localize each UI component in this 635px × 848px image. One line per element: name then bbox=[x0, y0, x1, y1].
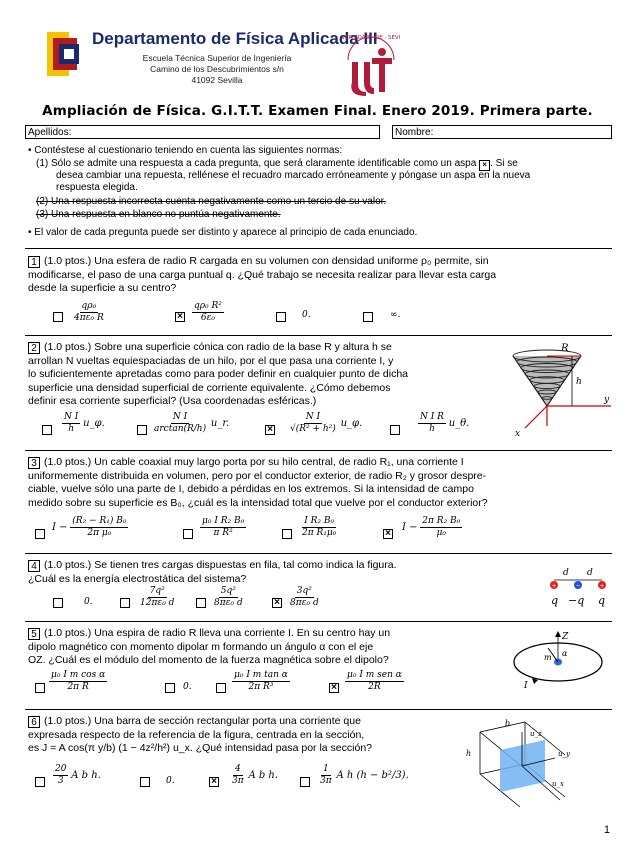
question-number: 1 bbox=[28, 256, 40, 268]
answer-option: ∞. bbox=[390, 310, 401, 320]
divider bbox=[25, 335, 612, 336]
figure-label-b: b bbox=[505, 719, 511, 728]
exam-title: Ampliación de Física. G.I.T.T. Examen Final. Enero 2019. Primera parte. bbox=[42, 103, 593, 119]
school-line: Camino de los Descubrimientos s/n bbox=[150, 64, 284, 74]
fraction-denominator: 8πε₀ d bbox=[290, 598, 319, 608]
question-number: 4 bbox=[28, 560, 40, 572]
fraction-numerator: 4 bbox=[234, 764, 241, 774]
option-suffix: A b h. bbox=[71, 770, 101, 782]
fraction-numerator: μ₀ I m sen α bbox=[347, 670, 402, 680]
question-text: ciable, vuelve sólo una parte de I, debido a pérdidas en los extremos. Si la intensidad de campo bbox=[28, 483, 474, 495]
question-text: es J = A cos(π y/b) (1 − 4z²/h²) u_x. ¿Qué intensidad pasa por la sección? bbox=[28, 742, 372, 754]
three-charges-figure bbox=[548, 566, 608, 611]
question-text: OZ. ¿Cuál es el módulo del momento de la fuerza magnética sobre el dipolo? bbox=[28, 654, 389, 666]
fraction-numerator: N I bbox=[172, 412, 188, 422]
figure-label-q: q bbox=[598, 594, 606, 607]
question-3 bbox=[28, 456, 488, 510]
fraction-numerator: μ₀ I m cos α bbox=[51, 670, 106, 680]
answer-checkbox[interactable] bbox=[120, 598, 130, 608]
answer-checkbox-marked[interactable]: × bbox=[383, 529, 393, 539]
fraction-numerator: μ₀ I m tan α bbox=[234, 670, 288, 680]
name-field[interactable]: Nombre: bbox=[392, 125, 612, 139]
figure-label-h: h bbox=[576, 377, 582, 387]
answer-checkbox[interactable] bbox=[42, 425, 52, 435]
answer-option bbox=[288, 586, 321, 609]
school-line: Escuela Técnica Superior de Ingeniería bbox=[142, 53, 292, 63]
fraction-denominator: π R² bbox=[213, 528, 233, 538]
surname-field[interactable]: Apellidos: bbox=[25, 125, 380, 139]
answer-option bbox=[152, 412, 229, 435]
answer-checkbox[interactable] bbox=[282, 529, 292, 539]
figure-label-R: R bbox=[561, 343, 569, 354]
unit-vector: u_φ. bbox=[340, 418, 363, 430]
question-text: ¿Cuál es la energía electrostática del sistema? bbox=[28, 572, 247, 585]
answer-option bbox=[72, 301, 106, 324]
question-text: expresada respecto de la referencia de la figura, centrada en la sección, bbox=[28, 728, 365, 741]
fraction-denominator: 2π R bbox=[67, 682, 89, 692]
fraction-denominator: h bbox=[429, 424, 435, 434]
fraction-denominator: √(R² + h²) bbox=[290, 424, 336, 434]
answer-option bbox=[53, 764, 101, 787]
option-suffix: A b h. bbox=[248, 770, 279, 782]
fraction-numerator: N I bbox=[305, 412, 321, 422]
question-2 bbox=[28, 341, 408, 409]
fraction-numerator: (R₂ − R₁) B₀ bbox=[72, 516, 127, 526]
answer-checkbox[interactable] bbox=[53, 598, 63, 608]
question-text: (1.0 ptos.) Se tienen tres cargas dispuestas en fila, tal como indica la figura. bbox=[44, 559, 397, 571]
fraction-denominator: 3π bbox=[320, 776, 332, 786]
fraction-denominator: 2π R₁μ₀ bbox=[302, 528, 337, 538]
question-6 bbox=[28, 715, 372, 756]
answer-checkbox[interactable] bbox=[137, 425, 147, 435]
question-text: superficie una densidad superficial de corriente equivalente. ¿Cómo debemos bbox=[28, 381, 391, 394]
fraction-denominator: 4πε₀ R bbox=[74, 313, 104, 323]
divider bbox=[25, 248, 612, 249]
fraction-numerator: qρ₀ R² bbox=[194, 301, 222, 311]
figure-label-uz: u_z bbox=[530, 730, 542, 738]
answer-option bbox=[200, 516, 246, 539]
department-title: Departamento de Física Aplicada III bbox=[92, 29, 378, 48]
question-text: definir esa corriente superficial? (Usa coordenadas esféricas.) bbox=[28, 395, 317, 407]
figure-label-x: x bbox=[515, 429, 521, 439]
answer-option bbox=[318, 764, 409, 787]
answer-checkbox[interactable] bbox=[300, 777, 310, 787]
fraction-denominator: 2π R³ bbox=[248, 682, 274, 692]
answer-checkbox-marked[interactable]: × bbox=[175, 312, 185, 322]
instructions-note: • El valor de cada pregunta puede ser distinto y aparece al principio de cada enunciado. bbox=[28, 227, 418, 238]
question-text: lo suficientemente apretadas como para poder definir en cualquier punto de dicha bbox=[28, 368, 408, 380]
fraction-numerator: I R₂ B₀ bbox=[304, 516, 335, 526]
answer-option: 0. bbox=[302, 310, 311, 320]
question-number: 3 bbox=[28, 457, 40, 469]
figure-label-alpha: α bbox=[562, 649, 568, 658]
option-prefix: I − bbox=[402, 522, 418, 534]
figure-label-y: y bbox=[604, 395, 610, 405]
unit-vector: u_r. bbox=[210, 418, 230, 430]
figure-label-d: d bbox=[563, 568, 569, 578]
loop-dipole-figure bbox=[510, 628, 610, 698]
answer-option: 0. bbox=[166, 776, 175, 786]
answer-option bbox=[138, 586, 176, 609]
fraction-numerator: 20 bbox=[55, 764, 67, 774]
answer-option bbox=[49, 670, 107, 693]
question-text: medido sobre su superficie es B₀, ¿cuál es la intensidad total que vuelve por el conductor exterior? bbox=[28, 496, 488, 509]
answer-checkbox[interactable] bbox=[53, 312, 63, 322]
fraction-numerator: μ₀ I R₂ B₀ bbox=[202, 516, 245, 526]
question-5 bbox=[28, 627, 390, 668]
answer-checkbox-marked[interactable]: × bbox=[265, 425, 275, 435]
question-text: (1.0 ptos.) Sobre una superficie cónica con radio de la base R y altura h se bbox=[44, 341, 392, 353]
fraction-denominator: 6ε₀ bbox=[200, 313, 216, 323]
department-logo bbox=[45, 30, 83, 78]
fraction-denominator: h bbox=[68, 424, 75, 434]
answer-option bbox=[230, 764, 278, 787]
question-text: arrollan N vueltas equiespaciadas de un hilo, por el que pasa una corriente I, y bbox=[28, 354, 394, 367]
fraction-denominator: 3π bbox=[232, 776, 244, 786]
answer-checkbox-marked[interactable]: × bbox=[272, 598, 282, 608]
fraction-denominator: 8πε₀ d bbox=[214, 598, 243, 608]
rule-1-continued: respuesta elegida. bbox=[56, 182, 138, 193]
question-text: uniformemente distribuida en volumen, pero por el conductor exterior, de radio R₂ y grosor despre- bbox=[28, 469, 487, 482]
answer-option bbox=[288, 412, 362, 435]
svg-text:+: + bbox=[551, 583, 557, 590]
question-1 bbox=[28, 255, 496, 296]
option-suffix: A h (h − b²/3). bbox=[336, 770, 409, 782]
svg-text:−: − bbox=[575, 583, 581, 590]
question-text: (1.0 ptos.) Una barra de sección rectangular porta una corriente que bbox=[44, 715, 361, 727]
answer-option: 0. bbox=[84, 597, 93, 607]
fraction-denominator: μ₀ bbox=[436, 528, 447, 538]
question-number: 6 bbox=[28, 716, 40, 728]
divider bbox=[25, 553, 612, 554]
svg-text:UNIVERSIDAD · DE · SEVILLA: VERSIDAD · DE · SEV bbox=[342, 35, 399, 41]
answer-option bbox=[402, 516, 462, 539]
figure-label-q: q bbox=[551, 594, 559, 607]
fraction-numerator: N I R bbox=[420, 412, 444, 422]
fraction-numerator: 7q² bbox=[149, 586, 165, 596]
rule-1-text: (1) Sólo se admite una respuesta a cada pregunta, que será claramente identificable como un aspa bbox=[36, 158, 477, 169]
fraction-numerator: 2π R₂ B₀ bbox=[422, 516, 461, 526]
fraction-denominator: arctan(R/h) bbox=[154, 424, 207, 434]
figure-label-uy: u_y bbox=[558, 750, 570, 758]
answer-option bbox=[418, 412, 469, 435]
fraction-numerator: 1 bbox=[322, 764, 329, 774]
divider bbox=[25, 621, 612, 622]
question-4 bbox=[28, 559, 397, 586]
figure-label-ux: u_x bbox=[552, 780, 564, 788]
unit-vector: u_θ. bbox=[448, 418, 470, 430]
figure-label-I: I bbox=[524, 681, 528, 691]
instructions-intro: • Contéstese al cuestionario teniendo en cuenta las siguientes normas: bbox=[28, 145, 343, 156]
rule-3: (3) Una respuesta en blanco no puntúa negativamente. bbox=[36, 209, 281, 220]
school-line: 41092 Sevilla bbox=[191, 75, 243, 85]
fraction-denominator: 12πε₀ d bbox=[140, 598, 175, 608]
rule-1-continued: desea cambiar una repuesta, rellénese el recuadro marcado erróneamente y póngase un aspa en la nueva bbox=[56, 170, 531, 181]
answer-checkbox[interactable] bbox=[363, 312, 373, 322]
question-number: 5 bbox=[28, 628, 40, 640]
question-text: modificarse, el paso de una carga puntual q. ¿Qué trabajo se necesita realizar para llevar esta carga bbox=[28, 268, 497, 281]
answer-checkbox-marked[interactable]: × bbox=[329, 683, 339, 693]
cross-box-icon: × bbox=[479, 160, 490, 171]
answer-option bbox=[212, 586, 245, 609]
fraction-numerator: 5q² bbox=[220, 586, 236, 596]
rule-1-text-end: . Si se bbox=[490, 158, 518, 169]
answer-option: 0. bbox=[183, 682, 192, 692]
page-number: 1 bbox=[603, 824, 610, 836]
figure-label-d: d bbox=[587, 568, 593, 578]
answer-option bbox=[232, 670, 290, 693]
figure-label-m: m bbox=[544, 653, 552, 662]
answer-checkbox[interactable] bbox=[216, 683, 226, 693]
divider bbox=[25, 450, 612, 451]
fraction-numerator: 3q² bbox=[296, 586, 312, 596]
answer-checkbox[interactable] bbox=[35, 683, 45, 693]
fraction-denominator: 2R bbox=[368, 682, 381, 692]
answer-checkbox[interactable] bbox=[276, 312, 286, 322]
cone-figure bbox=[505, 340, 615, 440]
answer-checkbox[interactable] bbox=[35, 529, 45, 539]
answer-option bbox=[62, 412, 105, 435]
figure-label-h: h bbox=[466, 749, 472, 758]
fraction-numerator: qρ₀ bbox=[81, 301, 97, 311]
option-prefix: I − bbox=[52, 522, 68, 534]
answer-checkbox[interactable] bbox=[390, 425, 400, 435]
rule-2: (2) Una respuesta incorrecta cuenta negativamente como un tercio de su valor. bbox=[36, 196, 387, 207]
answer-checkbox[interactable] bbox=[196, 598, 206, 608]
question-text: (1.0 ptos.) Un cable coaxial muy largo porta por su hilo central, de radio R₁, una corriente I bbox=[44, 456, 464, 468]
figure-label-minus-q: −q bbox=[568, 594, 585, 607]
answer-option bbox=[192, 301, 224, 324]
fraction-numerator: N I bbox=[64, 412, 79, 422]
fraction-denominator: 2π μ₀ bbox=[87, 528, 112, 538]
answer-checkbox[interactable] bbox=[183, 529, 193, 539]
bar-section-figure bbox=[460, 712, 615, 812]
answer-checkbox-marked[interactable]: × bbox=[209, 777, 219, 787]
svg-text:+: + bbox=[599, 583, 605, 590]
fraction-denominator: 3 bbox=[57, 776, 64, 786]
answer-option bbox=[300, 516, 338, 539]
figure-label-z: Z bbox=[562, 632, 569, 642]
question-number: 2 bbox=[28, 342, 40, 354]
answer-checkbox[interactable] bbox=[35, 777, 45, 787]
university-seal bbox=[342, 26, 400, 98]
question-text: (1.0 ptos.) Una espira de radio R lleva una corriente I. En su centro hay un bbox=[44, 627, 391, 639]
divider bbox=[25, 709, 612, 710]
answer-option bbox=[345, 670, 404, 693]
question-text: (1.0 ptos.) Una esfera de radio R cargada en su volumen con densidad uniforme ρ₀ permite, sin bbox=[44, 255, 489, 267]
question-text: desde la superficie a su centro? bbox=[28, 282, 177, 294]
answer-option bbox=[52, 516, 128, 539]
answer-checkbox[interactable] bbox=[165, 683, 175, 693]
question-text: dipolo magnético con momento dipolar m formando un ángulo α con el eje bbox=[28, 640, 374, 653]
unit-vector: u_φ. bbox=[83, 418, 105, 430]
answer-checkbox[interactable] bbox=[140, 777, 150, 787]
